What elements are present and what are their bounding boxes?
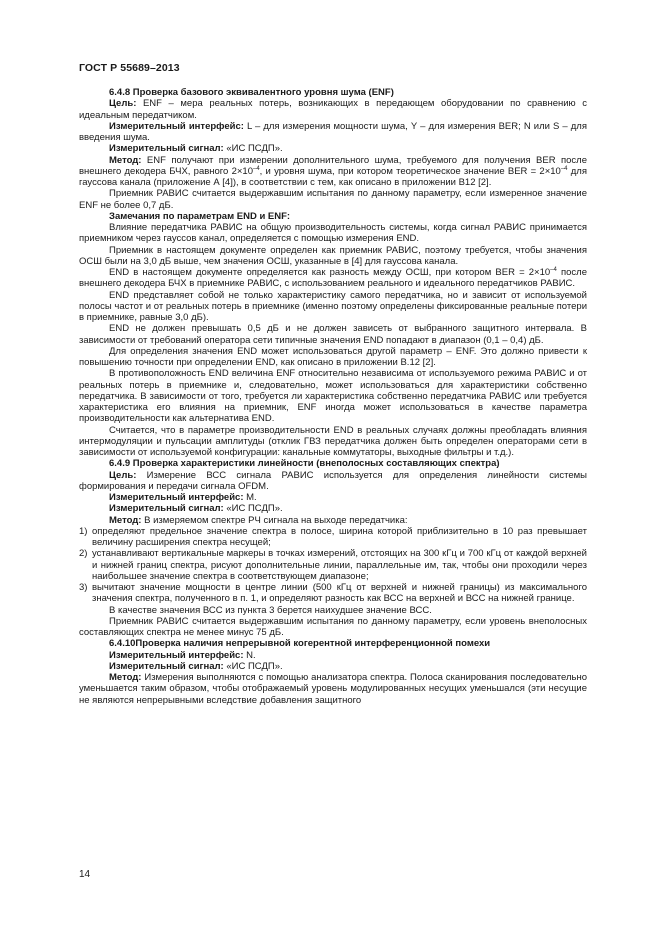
list-item: 3) вычитают значение мощности в центре линии (500 кГц от верхней и нижней границы) из максимального значения спектра, полученного в п. 1, и определяют разность как ВСС на верхней и ВСС на нижней границе. [79, 582, 587, 605]
s648-goal: Цель: ENF – мера реальных потерь, возникающих в передающем оборудовании по сравнению с идеальным передатчиком. [79, 98, 587, 121]
s649-signal: Измерительный сигнал: «ИС ПСДП». [109, 503, 283, 515]
signal-label: Измерительный сигнал: [109, 503, 224, 515]
section-6-4-10-heading: 6.4.10Проверка наличия непрерывной когерентной интерференционной помехи [109, 638, 491, 650]
note-paragraph: END не должен превышать 0,5 дБ и не должен зависеть от выбранного защитного интервала. В зависимости от требований оператора сети типичные значения END попадают в диапазон (0,1 – 0,4) дБ. [79, 323, 587, 346]
s648-interface: Измерительный интерфейс: L – для измерения мощности шума, Y – для измерения BER; N или S – для введения шума. [79, 120, 587, 143]
method-label: Метод: [109, 154, 142, 166]
page-number: 14 [79, 869, 91, 880]
s649-interface: Измерительный интерфейс: M. [109, 492, 257, 503]
page-content [79, 87, 587, 706]
note-paragraph: END представляет собой не только характеристику самого передатчика, но и зависит от используемой полосы частот и от реальных потерь в приемнике (именно поэтому определены фиксированные реальные потери в приемнике, равные 3,0 дБ). [79, 289, 587, 323]
standard-header: ГОСТ Р 55689–2013 [79, 62, 180, 74]
s649-worst-value: В качестве значения ВСС из пункта 3 берется наихудшее значение ВСС. [109, 604, 432, 616]
s6410-method: Метод: Измерения выполняются с помощью анализатора спектра. Полоса сканирования последовательно уменьшается таким образом, чтобы отображаемый уровень модулированных несущих уменьшался (эти несущие не являются непрерывными вследствие добавления защитного [79, 672, 587, 706]
s649-method: Метод: В измеряемом спектре РЧ сигнала на выходе передатчика: [109, 514, 408, 526]
interface-label: Измерительный интерфейс: [109, 120, 244, 132]
s648-acceptance: Приемник РАВИС считается выдержавшим испытания по данному параметру, если измеренное значение ENF не более 0,7 дБ. [79, 188, 587, 211]
goal-label: Цель: [109, 469, 137, 481]
note-paragraph: Для определения значения END может использоваться другой параметр – ENF. Это должно привести к повышению точности при определении END, как описано в приложении В.12 [2]. [79, 345, 587, 368]
method-label: Метод: [109, 514, 142, 526]
method-label: Метод: [109, 672, 142, 683]
s649-goal: Цель: Измерение ВСС сигнала РАВИС используется для определения линейности системы формирования и передачи сигнала OFDM. [79, 469, 587, 492]
s648-method: Метод: ENF получают при измерении дополнительного шума, требуемого для получения BER после внешнего декодера БЧХ, равного $2\times 10^{-4}$, и уровня шума, при котором теоретическое значение BER = $2\times 10^{-4}$ для гауссова канала (приложение А [4]), в соответствии с тем, как описано в приложении В12 [2]. [79, 154, 587, 188]
s648-signal: Измерительный сигнал: «ИС ПСДП». [109, 143, 283, 155]
section-6-4-9-heading: 6.4.9 Проверка характеристики линейности (внеполосных составляющих спектра) [109, 458, 500, 470]
interface-label: Измерительный интерфейс: [109, 492, 244, 503]
note-paragraph: Приемник в настоящем документе определен как приемник РАВИС, поэтому требуется, чтобы значения ОСШ были на 3,0 дБ выше, чем значения ОСШ, указанные в [4] для гауссова канала. [79, 244, 587, 267]
note-paragraph: Влияние передатчика РАВИС на общую производительность системы, когда сигнал РАВИС принимается приемником через гауссов канал, определяется с помощью измерения END. [79, 222, 587, 245]
goal-label: Цель: [109, 98, 137, 110]
s6410-interface: Измерительный интерфейс: N. [109, 649, 256, 661]
signal-label: Измерительный сигнал: [109, 143, 224, 155]
s648-notes-heading: Замечания по параметрам END и ENF: [109, 210, 291, 222]
section-6-4-8-heading: 6.4.8 Проверка базового эквивалентного уровня шума (ENF) [109, 87, 394, 98]
s649-acceptance: Приемник РАВИС считается выдержавшим испытания по данному параметру, если уровень внеполосных составляющих спектра не менее минус 75 дБ. [79, 615, 587, 638]
s6410-signal: Измерительный сигнал: «ИС ПСДП». [109, 660, 283, 672]
list-item: 1) определяют предельное значение спектра в полосе, ширина которой приблизительно в 10 раз превышает величину расширения спектра несущей; [79, 525, 587, 548]
interface-label: Измерительный интерфейс: [109, 649, 244, 661]
note-paragraph: END в настоящем документе определяется как разность между ОСШ, при котором BER = $2\times 10^{-4}$ после внешнего декодера БЧХ в приемнике РАВИС, с использованием реального и идеального передатчиков РАВИС. [79, 267, 587, 290]
signal-label: Измерительный сигнал: [109, 660, 224, 672]
note-paragraph: В противоположность END величина ENF относительно независима от используемого режима РАВИС и от реальных потерь в приемнике и, следовательно, может использоваться для характеристики собственно передатчика. В зависимости от того, требуется ли характеристика собственно передатчика РАВИС или требуется характеристика его влияния на приемник, ENF иногда может использоваться в качестве параметра производительности как альтернатива END. [79, 368, 587, 425]
note-paragraph: Считается, что в параметре производительности END в реальных случаях должны преобладать влияния интермодуляции и пульсации амплитуды (отклик ГВЗ передатчика должен быть определен операторами сети в зависимости от используемой конфигурации: канальные коммутаторы, выходные фильтры и т.д.). [79, 424, 587, 458]
list-item: 2) устанавливают вертикальные маркеры в точках измерений, отстоящих на 300 кГц и 700 кГц от каждой верхней и нижней границ спектра, рисуют дополнительные линии, параллельные им, так, чтобы они проходили через наибольшее значение спектра в соответствующем диапазоне; [79, 548, 587, 582]
